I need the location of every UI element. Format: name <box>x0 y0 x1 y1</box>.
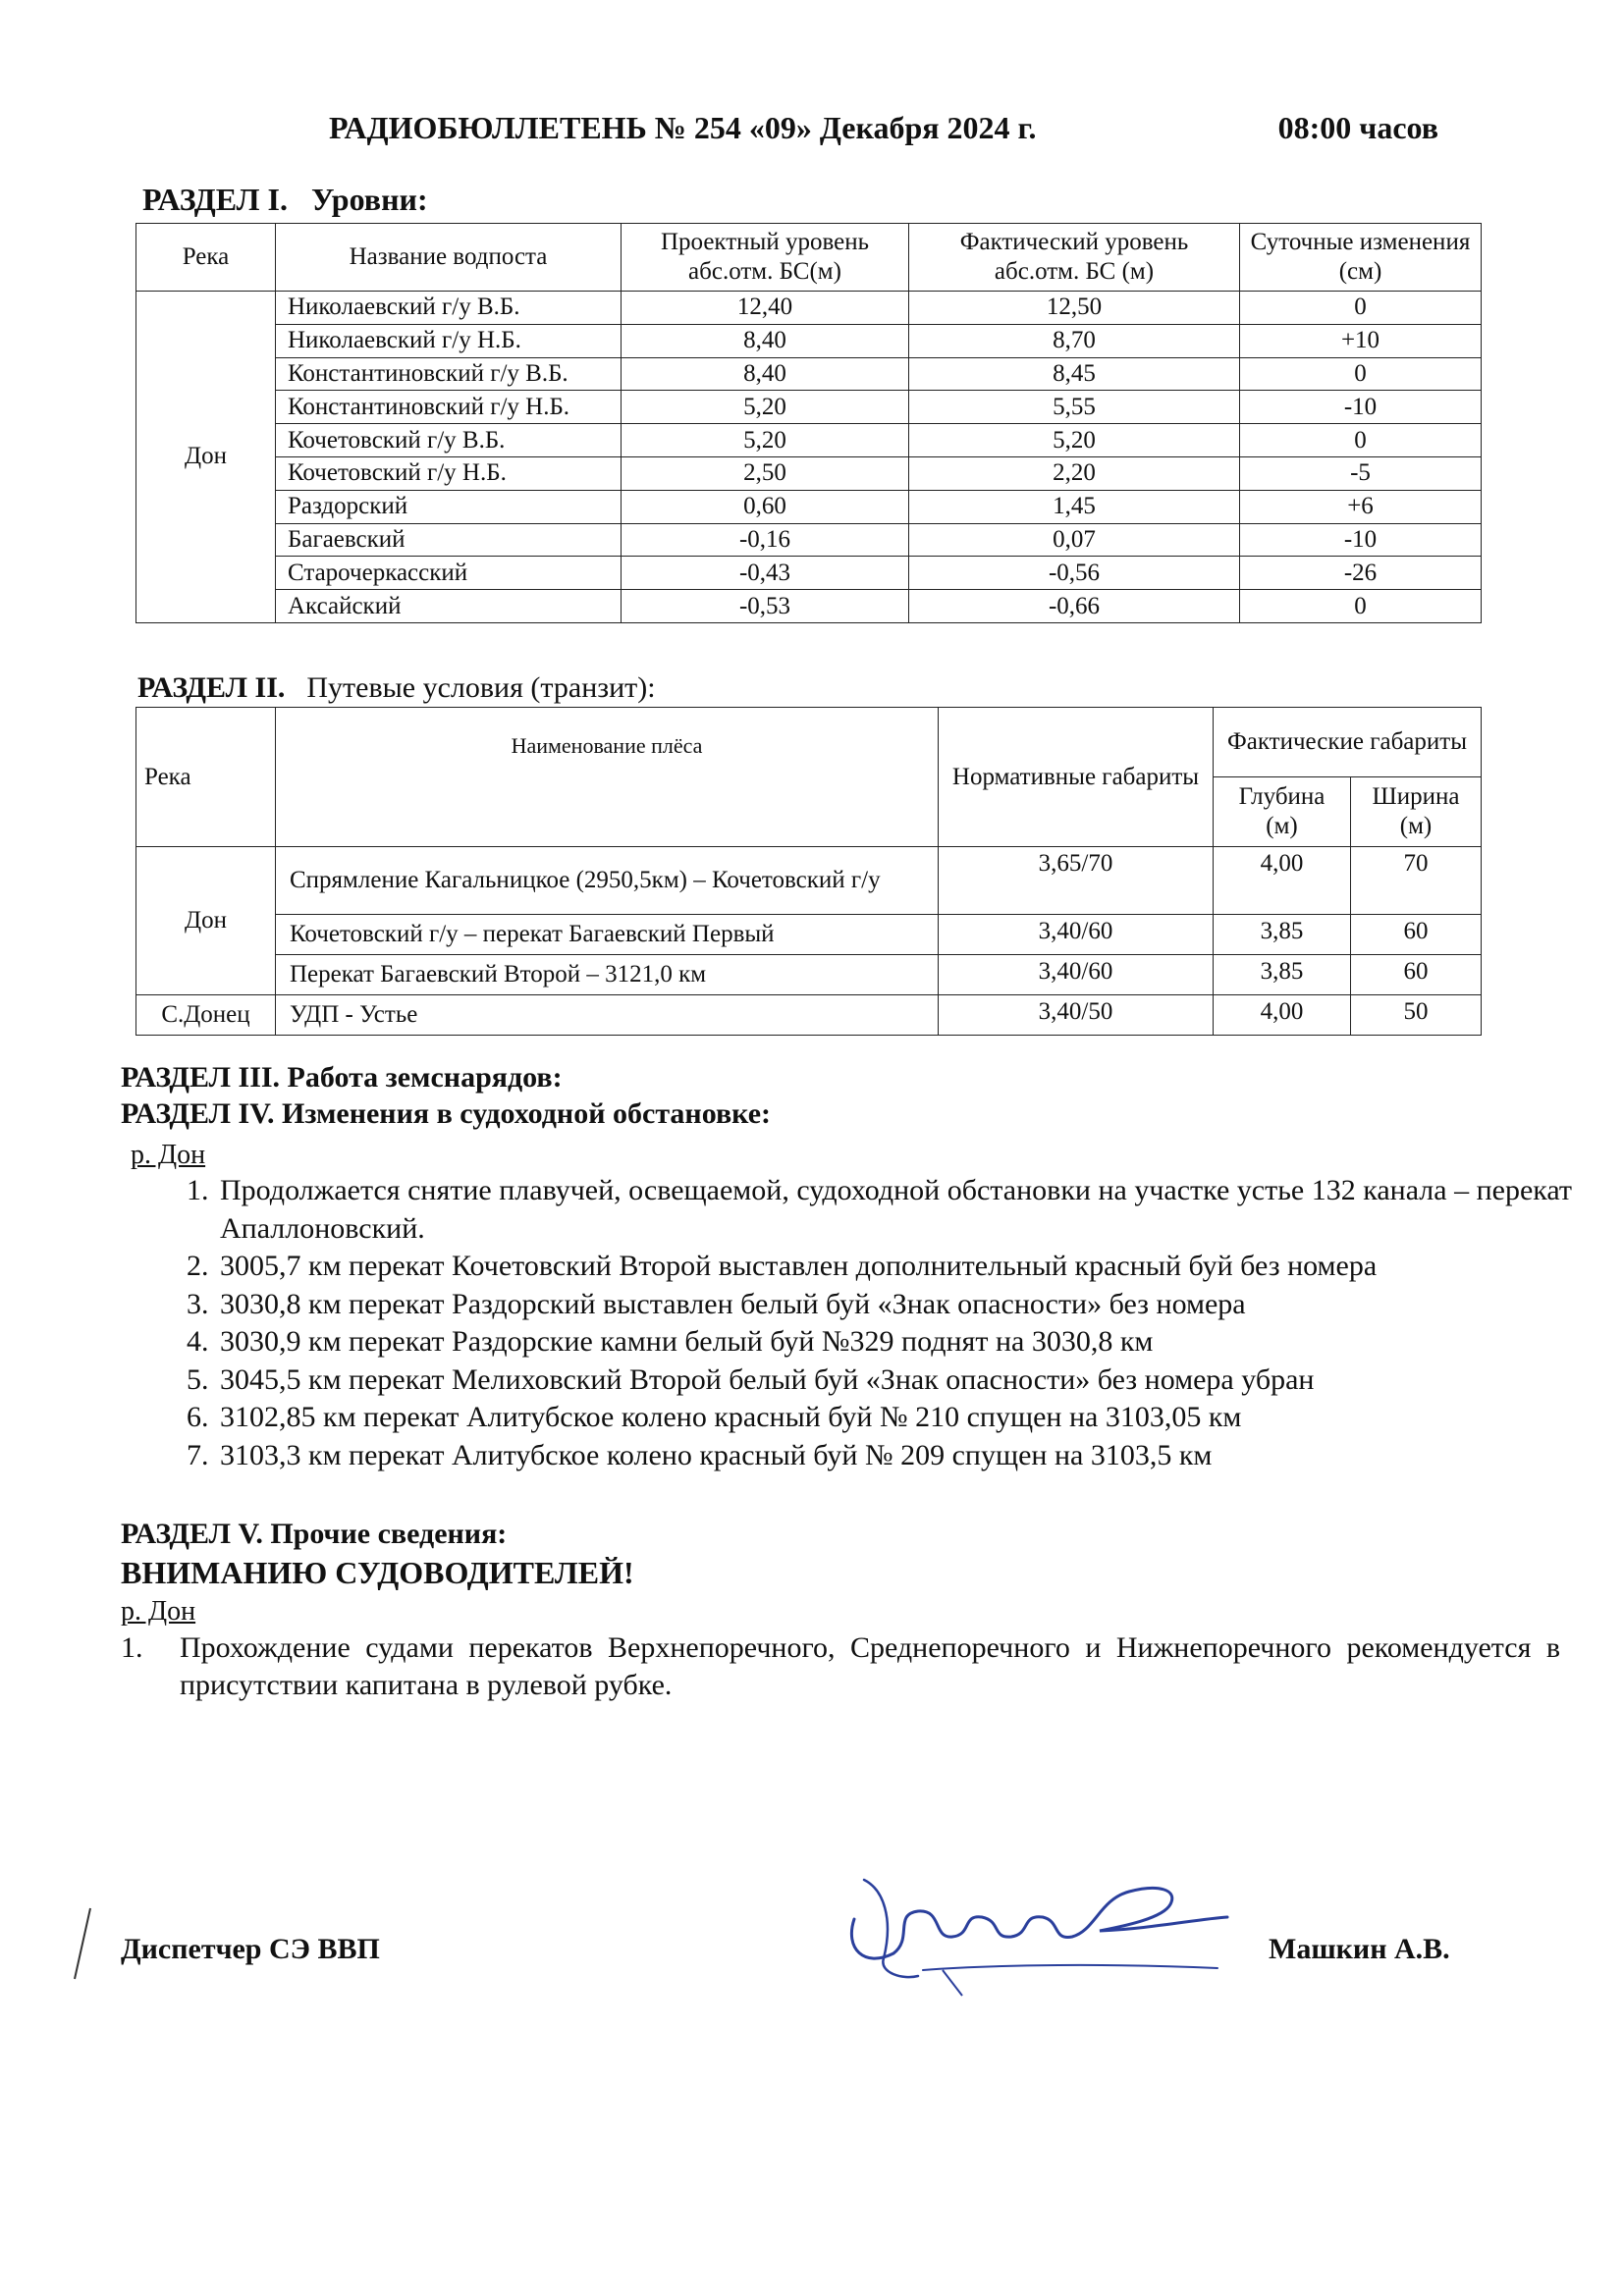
transit-col-width: Ширина (м) <box>1351 777 1482 847</box>
section3-title: РАЗДЕЛ III. Работа земснарядов: <box>121 1061 563 1094</box>
levels-actual: 8,45 <box>909 357 1240 391</box>
levels-project: 5,20 <box>622 391 909 424</box>
levels-table-body <box>136 292 1482 623</box>
transit-stretch: Перекат Багаевский Второй – 3121,0 км <box>276 955 939 995</box>
transit-width: 70 <box>1351 847 1482 915</box>
bulletin-title: РАДИОБЮЛЛЕТЕНЬ № 254 «09» Декабря 2024 г. <box>329 110 1037 145</box>
section4-title: РАЗДЕЛ IV. Изменения в судоходной обстановке: <box>121 1097 772 1130</box>
levels-project: 12,40 <box>622 292 909 325</box>
levels-table-header <box>136 224 1482 292</box>
levels-actual: 2,20 <box>909 456 1240 490</box>
levels-post: Николаевский г/у Н.Б. <box>276 324 622 357</box>
list-item: 3. 3030,8 км перекат Раздорский выставлен белый буй «Знак опасности» без номера <box>216 1286 1591 1324</box>
levels-row <box>136 357 1482 391</box>
section4-list <box>157 1172 1591 1474</box>
section4-river: р. Дон <box>131 1140 206 1170</box>
transit-row <box>136 955 1482 995</box>
transit-river: С.Донец <box>136 995 276 1036</box>
transit-row <box>136 847 1482 915</box>
transit-stretch: Спрямление Кагальницкое (2950,5км) – Кочетовский г/у <box>276 847 939 915</box>
list-item: 5. 3045,5 км перекат Мелиховский Второй белый буй «Знак опасности» без номера убран <box>216 1362 1591 1400</box>
list-item: 6. 3102,85 км перекат Алитубское колено красный буй № 210 спущен на 3103,05 км <box>216 1399 1591 1437</box>
list-item: 1. Продолжается снятие плавучей, освещаемой, судоходной обстановки на участке устье 132 канала – перекат Апаллоновский. <box>216 1172 1591 1248</box>
transit-table-header <box>136 708 1482 777</box>
levels-row <box>136 292 1482 325</box>
levels-project: 5,20 <box>622 424 909 457</box>
levels-post: Кочетовский г/у Н.Б. <box>276 456 622 490</box>
levels-post: Раздорский <box>276 490 622 523</box>
levels-row <box>136 456 1482 490</box>
section5-river: р. Дон <box>121 1596 196 1627</box>
levels-change: +6 <box>1240 490 1482 523</box>
levels-project: 8,40 <box>622 357 909 391</box>
transit-width: 60 <box>1351 955 1482 995</box>
signer-position: Диспетчер СЭ ВВП <box>121 1933 380 1965</box>
levels-col-river: Река <box>136 224 276 292</box>
levels-actual: 5,20 <box>909 424 1240 457</box>
levels-actual: -0,56 <box>909 557 1240 590</box>
levels-change: -10 <box>1240 391 1482 424</box>
levels-actual: 5,55 <box>909 391 1240 424</box>
transit-normative: 3,40/60 <box>939 915 1214 955</box>
levels-post: Старочеркасский <box>276 557 622 590</box>
section2-number: РАЗДЕЛ II. <box>137 671 286 704</box>
transit-stretch: УДП - Устье <box>276 995 939 1036</box>
transit-depth: 4,00 <box>1214 847 1351 915</box>
levels-actual: 0,07 <box>909 523 1240 557</box>
transit-width: 60 <box>1351 915 1482 955</box>
transit-table <box>135 707 1482 1036</box>
transit-row <box>136 915 1482 955</box>
transit-normative: 3,40/50 <box>939 995 1214 1036</box>
levels-row <box>136 490 1482 523</box>
levels-change: 0 <box>1240 590 1482 623</box>
levels-change: 0 <box>1240 292 1482 325</box>
transit-row <box>136 995 1482 1036</box>
levels-row <box>136 391 1482 424</box>
section5-note-text: Прохождение судами перекатов Верхнепоречного, Среднепоречного и Нижнепоречного рекомендуется в присутствии капитана в рулевой рубке. <box>180 1631 1560 1701</box>
transit-col-stretch: Наименование плёса <box>276 708 939 847</box>
section5-note-number: 1. <box>121 1631 143 1664</box>
levels-project: -0,43 <box>622 557 909 590</box>
levels-col-post: Название водпоста <box>276 224 622 292</box>
levels-col-change: Суточные изменения (см) <box>1240 224 1482 292</box>
levels-col-actual: Фактический уровень абс.отм. БС (м) <box>909 224 1240 292</box>
levels-project: 2,50 <box>622 456 909 490</box>
section1-title <box>142 180 428 219</box>
levels-change: 0 <box>1240 357 1482 391</box>
levels-actual: 1,45 <box>909 490 1240 523</box>
bulletin-header <box>329 106 1438 149</box>
transit-depth: 3,85 <box>1214 915 1351 955</box>
levels-table <box>135 223 1482 623</box>
section2-name: Путевые условия (транзит): <box>306 671 656 704</box>
levels-post: Константиновский г/у В.Б. <box>276 357 622 391</box>
levels-change: 0 <box>1240 424 1482 457</box>
transit-col-actual: Фактические габариты <box>1214 708 1482 777</box>
transit-depth: 4,00 <box>1214 995 1351 1036</box>
bulletin-time: 08:00 часов <box>1277 110 1438 145</box>
pen-mark <box>69 1904 98 1988</box>
levels-change: +10 <box>1240 324 1482 357</box>
levels-project: -0,16 <box>622 523 909 557</box>
transit-col-normative: Нормативные габариты <box>939 708 1214 847</box>
levels-actual: 12,50 <box>909 292 1240 325</box>
levels-row <box>136 523 1482 557</box>
levels-project: 0,60 <box>622 490 909 523</box>
levels-row <box>136 424 1482 457</box>
attention-heading: ВНИМАНИЮ СУДОВОДИТЕЛЕЙ! <box>121 1555 634 1590</box>
levels-col-project: Проектный уровень абс.отм. БС(м) <box>622 224 909 292</box>
handwritten-signature <box>825 1860 1257 2002</box>
levels-change: -5 <box>1240 456 1482 490</box>
levels-post: Николаевский г/у В.Б. <box>276 292 622 325</box>
levels-row <box>136 324 1482 357</box>
transit-normative: 3,65/70 <box>939 847 1214 915</box>
section5-title: РАЗДЕЛ V. Прочие сведения: <box>121 1518 508 1550</box>
section1-number: РАЗДЕЛ I. <box>142 182 288 217</box>
levels-post: Кочетовский г/у В.Б. <box>276 424 622 457</box>
levels-post: Аксайский <box>276 590 622 623</box>
levels-row <box>136 590 1482 623</box>
levels-post: Багаевский <box>276 523 622 557</box>
transit-normative: 3,40/60 <box>939 955 1214 995</box>
transit-depth: 3,85 <box>1214 955 1351 995</box>
transit-col-depth: Глубина (м) <box>1214 777 1351 847</box>
transit-col-river: Река <box>136 708 276 847</box>
list-item: 4. 3030,9 км перекат Раздорские камни белый буй №329 поднят на 3030,8 км <box>216 1323 1591 1362</box>
levels-actual: 8,70 <box>909 324 1240 357</box>
section5-note <box>121 1629 1560 1704</box>
transit-river: Дон <box>136 847 276 995</box>
transit-width: 50 <box>1351 995 1482 1036</box>
levels-change: -10 <box>1240 523 1482 557</box>
list-item: 7. 3103,3 км перекат Алитубское колено красный буй № 209 спущен на 3103,5 км <box>216 1437 1591 1475</box>
section1-name: Уровни: <box>310 182 428 217</box>
levels-project: 8,40 <box>622 324 909 357</box>
levels-change: -26 <box>1240 557 1482 590</box>
levels-river: Дон <box>136 292 276 623</box>
transit-stretch: Кочетовский г/у – перекат Багаевский Первый <box>276 915 939 955</box>
levels-actual: -0,66 <box>909 590 1240 623</box>
levels-row <box>136 557 1482 590</box>
list-item: 2. 3005,7 км перекат Кочетовский Второй выставлен дополнительный красный буй без номера <box>216 1248 1591 1286</box>
levels-project: -0,53 <box>622 590 909 623</box>
levels-post: Константиновский г/у Н.Б. <box>276 391 622 424</box>
section2-title <box>137 669 656 707</box>
signer-name: Машкин А.В. <box>1269 1933 1450 1965</box>
